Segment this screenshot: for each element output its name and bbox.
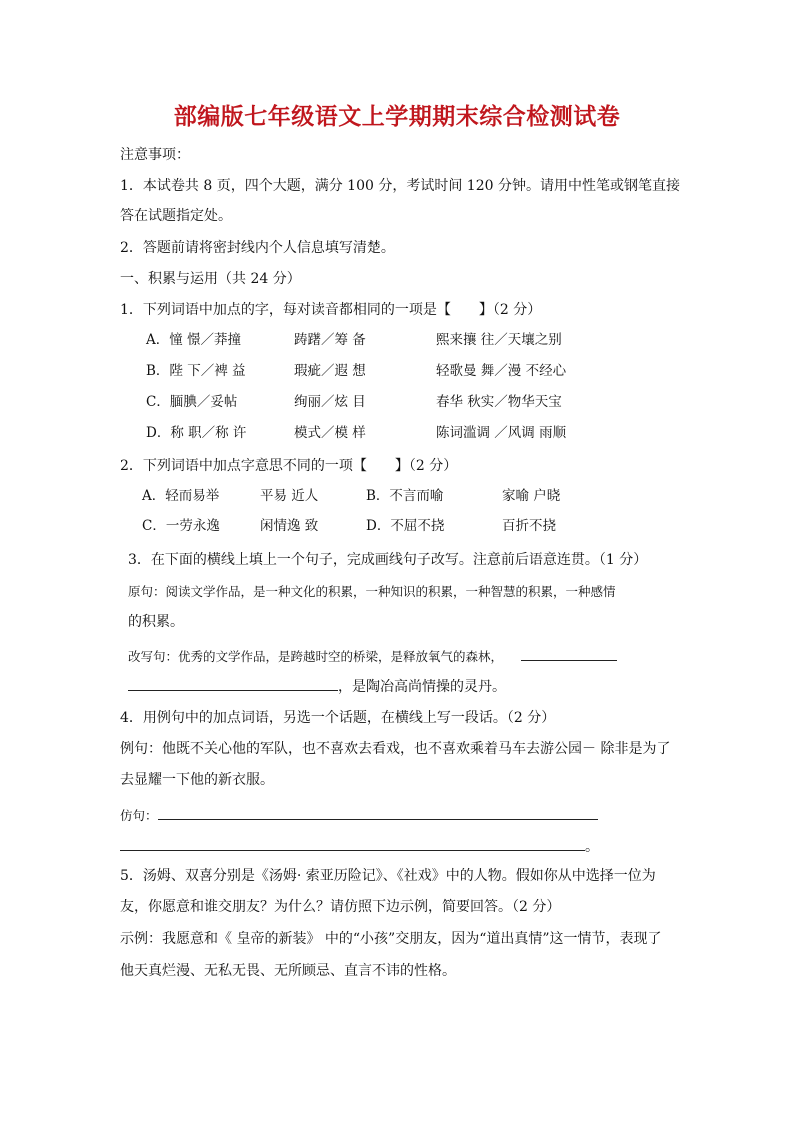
question-3-rewrite-tail: ，是陶冶高尚情操的灵丹。	[338, 679, 506, 695]
notice-item-2: 2．答题前请将密封线内个人信息填写清楚。	[120, 240, 395, 256]
question-4-imitation-line-1	[120, 805, 598, 826]
q1-option-d-col-2: 模式／模 样	[294, 425, 366, 441]
question-4-imitation-label: 仿句：	[120, 808, 158, 823]
question-5-stem-line-2: 友，你愿意和谁交朋友？为什么？请仿照下边示例，简要回答。（2 分）	[120, 899, 561, 915]
question-4-imitation-line-2	[120, 836, 599, 857]
q1-option-a-col-3: 熙来攘 往／天壤之别	[436, 332, 562, 348]
q2-option-c-label: C．一劳永逸	[142, 518, 220, 534]
q2-option-b-word: 家喻 户晓	[502, 488, 561, 504]
q1-option-c-col-1: C．腼腆／妥帖	[146, 394, 238, 410]
page-title: 部编版七年级语文上学期期末综合检测试卷	[173, 103, 621, 130]
question-3-stem: 3．在下面的横线上填上一个句子，完成画线句子改写。注意前后语意连贯。（1 分）	[128, 552, 648, 568]
q1-option-c-col-3: 春华 秋实／物华天宝	[436, 394, 562, 410]
q2-option-c-word: 闲情逸 致	[260, 518, 319, 534]
question-5-stem-line-1: 5．汤姆、双喜分别是《汤姆· 索亚历险记》、《社戏》中的人物。假如你从中选择一位为	[120, 868, 656, 884]
answer-blank-3[interactable]	[158, 805, 598, 820]
section-heading: 一、积累与运用（共 24 分）	[120, 271, 301, 287]
question-2-stem: 2．下列词语中加点字意思不同的一项【 】（2 分）	[120, 458, 458, 474]
question-3-original-line-1: 原句：阅读文学作品，是一种文化的积累，一种知识的积累，一种智慧的积累，一种感情	[128, 584, 616, 599]
q1-option-a-col-1: A．憧 憬／莽撞	[146, 332, 242, 348]
question-4-example-line-1: 例句：他既不关心他的军队，也不喜欢去看戏，也不喜欢乘着马车去游公园－ 除非是为了	[120, 741, 671, 757]
q2-option-a-word: 平易 近人	[260, 488, 319, 504]
question-3-rewrite-line-1	[128, 646, 617, 667]
question-4-imitation-end: 。	[585, 839, 599, 855]
question-3-rewrite-line-2	[128, 676, 506, 697]
q2-option-d-label: D．不屈不挠	[366, 518, 445, 534]
q2-option-b-label: B．不言而喻	[366, 488, 444, 504]
notice-item-1-line-1: 1．本试卷共 8 页，四个大题，满分 100 分，考试时间 120 分钟。请用中性笔或钢笔直接	[120, 178, 680, 194]
question-4-example-line-2: 去显耀一下他的新衣服。	[120, 772, 274, 788]
question-1-stem: 1．下列词语中加点的字，每对读音都相同的一项是【 】（2 分）	[120, 302, 542, 318]
answer-blank-1[interactable]	[521, 646, 617, 661]
question-4-stem: 4．用例句中的加点词语，另选一个话题，在横线上写一段话。（2 分）	[120, 710, 556, 726]
answer-blank-4[interactable]	[120, 836, 585, 851]
answer-blank-2[interactable]	[128, 676, 338, 691]
question-3-rewrite-text: 改写句：优秀的文学作品，是跨越时空的桥梁，是释放氧气的森林，	[128, 649, 504, 664]
q1-option-b-col-2: 瑕疵／遐 想	[294, 363, 366, 379]
notice-item-1-line-2: 答在试题指定处。	[120, 208, 232, 224]
question-3-original-line-2: 的积累。	[128, 614, 184, 630]
question-5-example-line-2: 他天真烂漫、无私无畏、无所顾忌、直言不讳的性格。	[120, 963, 456, 979]
notice-heading: 注意事项：	[120, 147, 190, 163]
q1-option-d-col-3: 陈词滥调 ／风调 雨顺	[436, 425, 567, 441]
question-5-example-line-1: 示例：我愿意和《 皇帝的新装》 中的“小孩”交朋友，因为“道出真情”这一情节，表现了	[120, 931, 662, 947]
q1-option-a-col-2: 踌躇／筹 备	[294, 332, 366, 348]
q1-option-c-col-2: 绚丽／炫 目	[294, 394, 366, 410]
q1-option-d-col-1: D．称 职／称 许	[146, 425, 247, 441]
q1-option-b-col-3: 轻歌曼 舞／漫 不经心	[436, 363, 567, 379]
q2-option-d-word: 百折不挠	[502, 518, 556, 534]
q1-option-b-col-1: B．陛 下／裨 益	[146, 363, 246, 379]
q2-option-a-label: A．轻而易举	[142, 488, 220, 504]
